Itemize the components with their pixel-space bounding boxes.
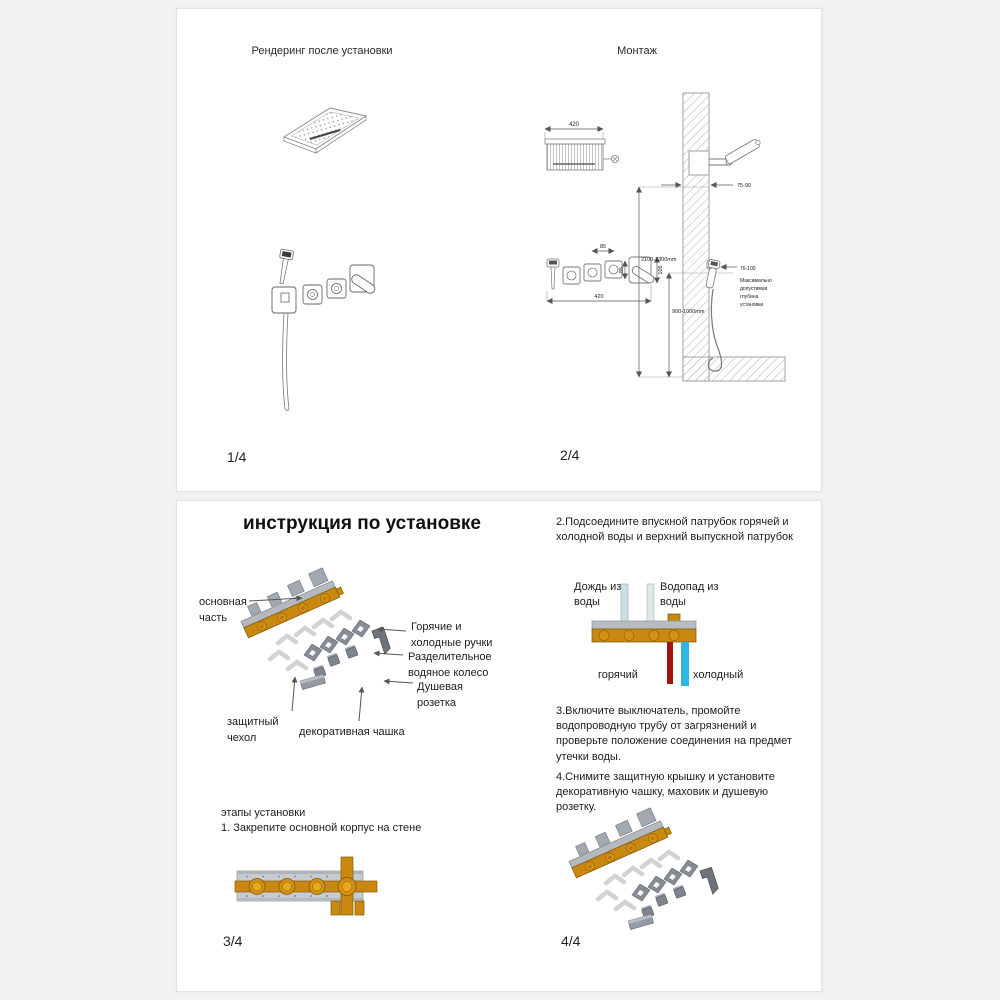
label-main-body: основная часть [199, 596, 247, 624]
step1-text: 1. Закрепите основной корпус на стене [221, 822, 422, 834]
handle-plates [303, 279, 346, 304]
wall-section [639, 93, 785, 381]
label-divider-wheel: Разделительное водяное колесо [408, 651, 492, 679]
mixer-front-view [547, 244, 664, 301]
steps-heading: этапы установки [221, 807, 306, 819]
manifold-mounted-drawing [235, 857, 395, 917]
hand-shower [272, 249, 296, 313]
pipe-connection-diagram [572, 576, 762, 694]
rain-pipe [621, 584, 628, 624]
floor [683, 357, 785, 381]
panel-rendering-and-montage [176, 8, 822, 492]
dim-mixer-height-range: 900-1000mm [672, 309, 705, 315]
label-decorative-cup: декоративная чашка [299, 726, 405, 738]
mounting-rail [592, 621, 696, 629]
recessed-arm-box [689, 151, 709, 175]
dim-handle-spacing: 85 [599, 244, 607, 250]
page-label-1: 1/4 [227, 449, 247, 465]
label-protective-cover: защитный чехол [227, 716, 279, 744]
lever-plate [350, 265, 377, 295]
instructions-title: инструкция по установке [243, 513, 481, 534]
hot-pipe [667, 642, 673, 684]
rain-shower-head-drawing [280, 103, 375, 165]
montage-technical-drawing [537, 89, 797, 401]
arrow-divider-wheel [374, 653, 403, 655]
shower-hose [283, 313, 289, 411]
arrow-protective-cover [292, 677, 295, 711]
step4-text: 4.Снимите защитную крышку и установите декоративную чашку, маховик и душевую розетку. [556, 771, 775, 814]
left-column-header: Рендеринг после установки [251, 45, 393, 57]
panel-installation-instructions [176, 500, 822, 992]
shower-arm [725, 138, 763, 165]
step2-text: 2.Подсоедините впускной патрубок горячей и холодной воды и верхний выпускной патрубок [556, 516, 793, 544]
label-cold: холодный [693, 669, 744, 681]
dim-lever-plate: 105 [658, 265, 664, 275]
arrow-decorative-cup [359, 687, 362, 721]
dim-plate-size: 85 [619, 266, 625, 274]
waterfall-pipe [647, 584, 654, 624]
label-shower-outlet: Душевая розетка [417, 681, 463, 709]
dim-body-width: 420 [594, 294, 604, 300]
step3-text: 3.Включите выключатель, промойте водопроводную трубу от загрязнений и проверьте положение соединения на предмет утечки воды. [556, 705, 792, 763]
depth-note: 76-100 Максимально допустимая глубина установки [740, 266, 772, 308]
dim-arm-depth: 75-90 [737, 183, 752, 189]
exploded-diagram-plain [572, 819, 722, 951]
mixer-handshower-drawing [251, 243, 361, 413]
exploded-diagram-labelled [187, 573, 547, 765]
dim-head-width: 420 [568, 122, 580, 128]
label-hot: горячий [598, 669, 638, 681]
label-handles: Горячие и холодные ручки [411, 621, 493, 649]
right-column-header: Монтаж [617, 45, 657, 57]
head-front-view [545, 122, 619, 170]
arrow-shower-outlet [384, 681, 413, 683]
label-waterfall: Водопад из воды [660, 581, 719, 608]
label-rain: Дождь из воды [574, 581, 622, 608]
page-label-2: 2/4 [560, 447, 580, 463]
page-label-3: 3/4 [223, 933, 243, 949]
cold-pipe [681, 642, 689, 686]
dim-head-height-range: 2100-2300mm [641, 257, 677, 263]
page-label-4: 4/4 [561, 933, 581, 949]
